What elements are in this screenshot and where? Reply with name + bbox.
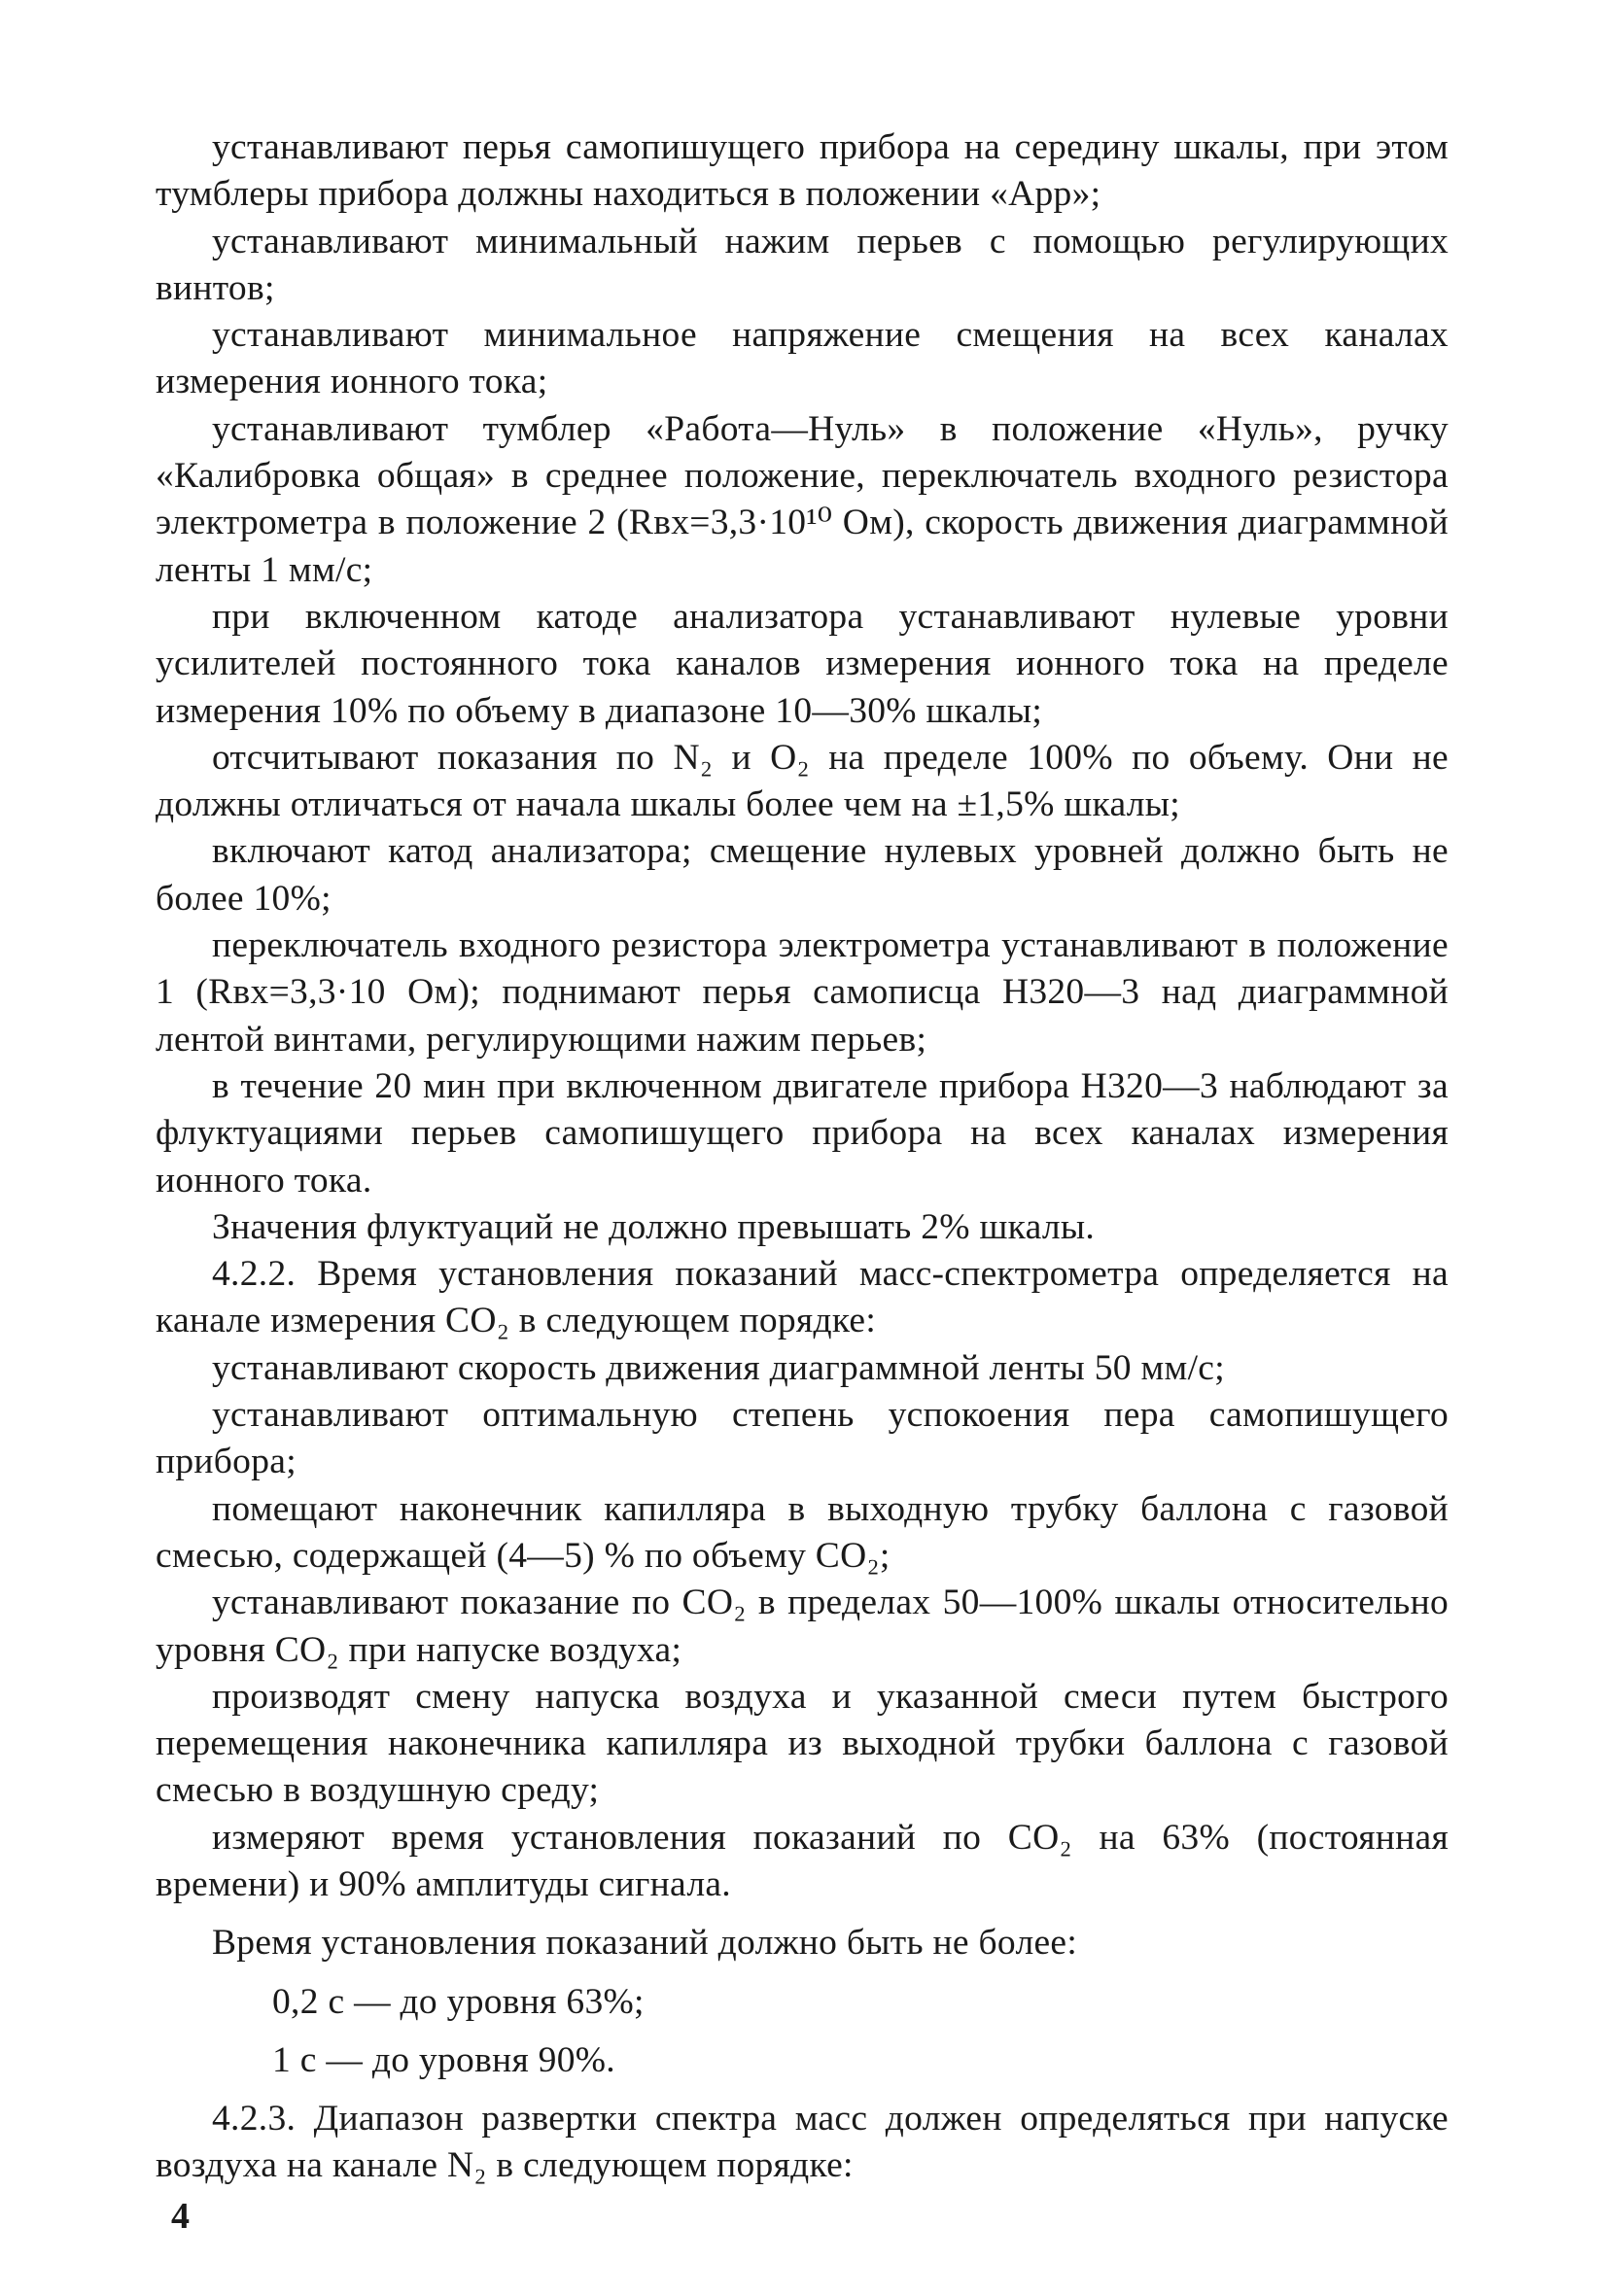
paragraph: измеряют время установления показаний по CO₂ на 63% (постоянная времени) и 90% амплитуды сигнала. xyxy=(156,1817,1449,1904)
paragraph: устанавливают скорость движения диаграммной ленты 50 мм/с; xyxy=(212,1347,1225,1388)
list-item: 0,2 с — до уровня 63%; xyxy=(272,1981,645,2022)
paragraph: при включенном катоде анализатора устанавливают нулевые уровни усилителей постоянного тока каналов измерения ионного тока на пределе измерения 10% по объему в диапазоне 10—30% шкалы; xyxy=(156,596,1449,731)
paragraph: устанавливают перья самопишущего прибора на середину шкалы, при этом тумблеры прибора должны находиться в положении «Арр»; xyxy=(156,127,1449,215)
paragraph: в течение 20 мин при включенном двигателе прибора Н320—3 наблюдают за флуктуациями перьев самопишущего прибора на всех каналах измерения ионного тока. xyxy=(156,1065,1449,1200)
paragraph: производят смену напуска воздуха и указанной смеси путем быстрого перемещения наконечника капилляра из выходной трубки баллона с газовой смесью в воздушную среду; xyxy=(156,1676,1449,1811)
paragraph: помещают наконечник капилляра в выходную трубку баллона с газовой смесью, содержащей (4—5) % по объему CO₂; xyxy=(156,1488,1449,1576)
paragraph: Время установления показаний должно быть не более: xyxy=(212,1923,1078,1964)
paragraph: устанавливают минимальное напряжение смещения на всех каналах измерения ионного тока; xyxy=(156,315,1449,402)
paragraph: отсчитывают показания по N₂ и O₂ на пределе 100% по объему. Они не должны отличаться от начала шкалы более чем на ±1,5% шкалы; xyxy=(156,737,1449,825)
paragraph: переключатель входного резистора электрометра устанавливают в положение 1 (Rвх=3,3·10 Ом); поднимают перья самописца Н320—3 над диаграммной лентой винтами, регулирующими нажим перьев; xyxy=(156,925,1449,1060)
document-body xyxy=(156,124,1449,2190)
paragraph: устанавливают оптимальную степень успокоения пера самопишущего прибора; xyxy=(156,1395,1449,1482)
paragraph: устанавливают тумблер «Работа—Нуль» в положение «Нуль», ручку «Калибровка общая» в среднее положение, переключатель входного резистора электрометра в положение 2 (Rвх=3,3·10¹⁰ Ом), скорость движения диаграммной ленты 1 мм/с; xyxy=(156,408,1449,590)
paragraph: Значения флуктуаций не должно превышать 2% шкалы. xyxy=(212,1206,1096,1247)
paragraph: устанавливают показание по CO₂ в пределах 50—100% шкалы относительно уровня CO₂ при напуске воздуха; xyxy=(156,1583,1449,1670)
section-paragraph: 4.2.3. Диапазон развертки спектра масс должен определяться при напуске воздуха на канале N₂ в следующем порядке: xyxy=(156,2099,1449,2186)
list-item: 1 с — до уровня 90%. xyxy=(272,2039,615,2080)
page-number: 4 xyxy=(171,2196,190,2237)
paragraph: устанавливают минимальный нажим перьев с помощью регулирующих винтов; xyxy=(156,221,1449,308)
section-paragraph: 4.2.2. Время установления показаний масс-спектрометра определяется на канале измерения CO₂ в следующем порядке: xyxy=(156,1254,1449,1341)
paragraph: включают катод анализатора; смещение нулевых уровней должно быть не более 10%; xyxy=(156,831,1449,919)
